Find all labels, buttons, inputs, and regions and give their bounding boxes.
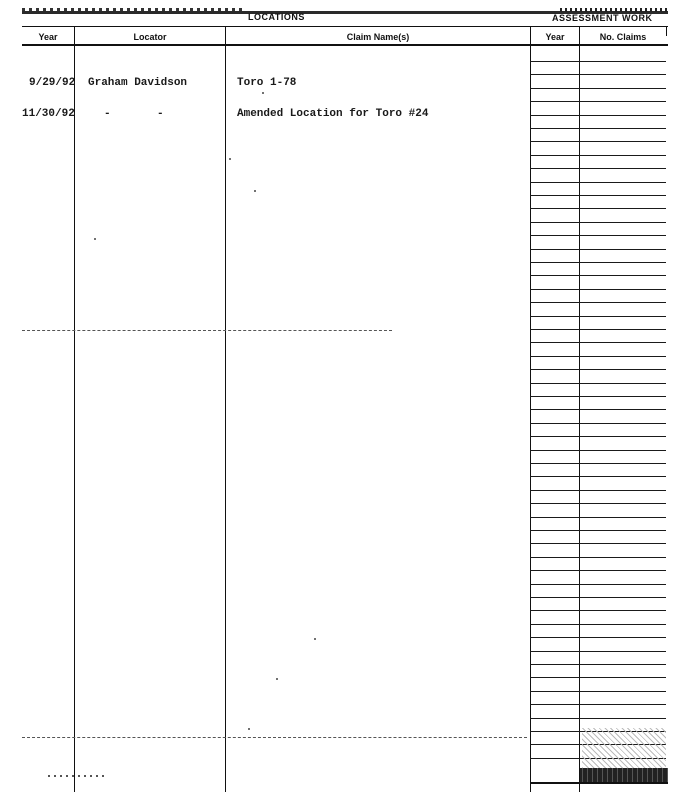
assessment-grid-rule: [530, 651, 666, 652]
assessment-grid-rule: [530, 570, 666, 571]
assessment-grid-rule: [530, 208, 666, 209]
assessment-grid-rule: [530, 718, 666, 719]
assessment-grid-rule: [530, 396, 666, 397]
assessment-grid-rule: [530, 543, 666, 544]
assessment-grid-rule: [530, 329, 666, 330]
assessment-grid-rule: [530, 530, 666, 531]
assessment-grid-rule: [530, 584, 666, 585]
vrule-year-locator: [74, 26, 75, 792]
bottom-grid-rule: [530, 782, 668, 784]
assessment-grid-rule: [530, 155, 666, 156]
bottom-scan-noise: [48, 775, 108, 777]
assessment-grid-rule: [530, 61, 666, 62]
assessment-grid-rule: [530, 610, 666, 611]
assessment-grid-rule: [530, 342, 666, 343]
vrule-right-edge: [666, 26, 667, 36]
entry-1-date: 9/29/92: [29, 77, 76, 89]
assessment-grid-rule: [530, 490, 666, 491]
scan-speck: [254, 190, 256, 192]
col-head-assessment-year: Year: [545, 32, 565, 42]
bottom-right-scan-noise: [582, 728, 666, 768]
col-head-claim-names: Claim Name(s): [346, 32, 410, 42]
top-scan-noise-2: [560, 8, 668, 12]
assessment-grid-rule: [530, 101, 666, 102]
assessment-grid-rule: [530, 275, 666, 276]
assessment-grid-rule: [530, 383, 666, 384]
scan-speck: [229, 158, 231, 160]
assessment-grid-rule: [530, 369, 666, 370]
entry-2-claim: Amended Location for Toro #24: [237, 108, 429, 120]
vrule-locator-claim: [225, 26, 226, 792]
assessment-grid-rule: [530, 677, 666, 678]
assessment-grid-rule: [530, 557, 666, 558]
locations-title: LOCATIONS: [248, 12, 305, 22]
assessment-grid-rule: [530, 503, 666, 504]
header-top-rule: [22, 26, 668, 27]
header-bottom-rule: [22, 44, 668, 46]
assessment-grid-rule: [530, 463, 666, 464]
scan-speck: [276, 678, 278, 680]
assessment-grid-rule: [530, 115, 666, 116]
assessment-grid-rule: [530, 222, 666, 223]
assessment-grid-rule: [530, 249, 666, 250]
assessment-grid-rule: [530, 195, 666, 196]
assessment-work-title: ASSESSMENT WORK: [552, 13, 653, 23]
assessment-grid-rule: [530, 302, 666, 303]
fold-line-lower: [22, 737, 527, 738]
assessment-grid-rule: [530, 141, 666, 142]
assessment-grid-rule: [530, 182, 666, 183]
assessment-grid-rule: [530, 597, 666, 598]
assessment-grid-rule: [530, 664, 666, 665]
top-scan-noise: [22, 8, 242, 11]
entry-1-claim: Toro 1-78: [237, 77, 297, 89]
bottom-right-dark-band: [580, 768, 668, 782]
scan-speck: [94, 238, 96, 240]
assessment-grid-rule: [530, 691, 666, 692]
col-head-locator: Locator: [133, 32, 167, 42]
assessment-grid-rule: [530, 436, 666, 437]
assessment-grid-rule: [530, 450, 666, 451]
assessment-grid-rule: [530, 624, 666, 625]
col-head-year: Year: [38, 32, 58, 42]
assessment-grid-rule: [530, 517, 666, 518]
col-head-no-claims: No. Claims: [599, 32, 647, 42]
assessment-grid-rule: [530, 476, 666, 477]
entry-2-date: 11/30/92: [22, 108, 75, 120]
entry-1-locator: Graham Davidson: [88, 77, 188, 89]
assessment-grid-rule: [530, 262, 666, 263]
assessment-grid-rule: [530, 316, 666, 317]
assessment-grid-rule: [530, 289, 666, 290]
assessment-grid-rule: [530, 356, 666, 357]
assessment-grid-rule: [530, 423, 666, 424]
assessment-grid-rule: [530, 74, 666, 75]
assessment-grid-rule: [530, 235, 666, 236]
fold-line-upper: [22, 330, 392, 331]
assessment-grid-rule: [530, 637, 666, 638]
assessment-grid-rule: [530, 128, 666, 129]
entry-2-locator-mark-1: -: [104, 108, 111, 120]
assessment-grid-rule: [530, 409, 666, 410]
entry-2-locator-mark-2: -: [157, 108, 164, 120]
assessment-grid-rule: [530, 168, 666, 169]
assessment-grid-rule: [530, 704, 666, 705]
scan-speck: [262, 92, 264, 94]
scan-speck: [248, 728, 250, 730]
scan-speck: [314, 638, 316, 640]
assessment-grid-rule: [530, 88, 666, 89]
